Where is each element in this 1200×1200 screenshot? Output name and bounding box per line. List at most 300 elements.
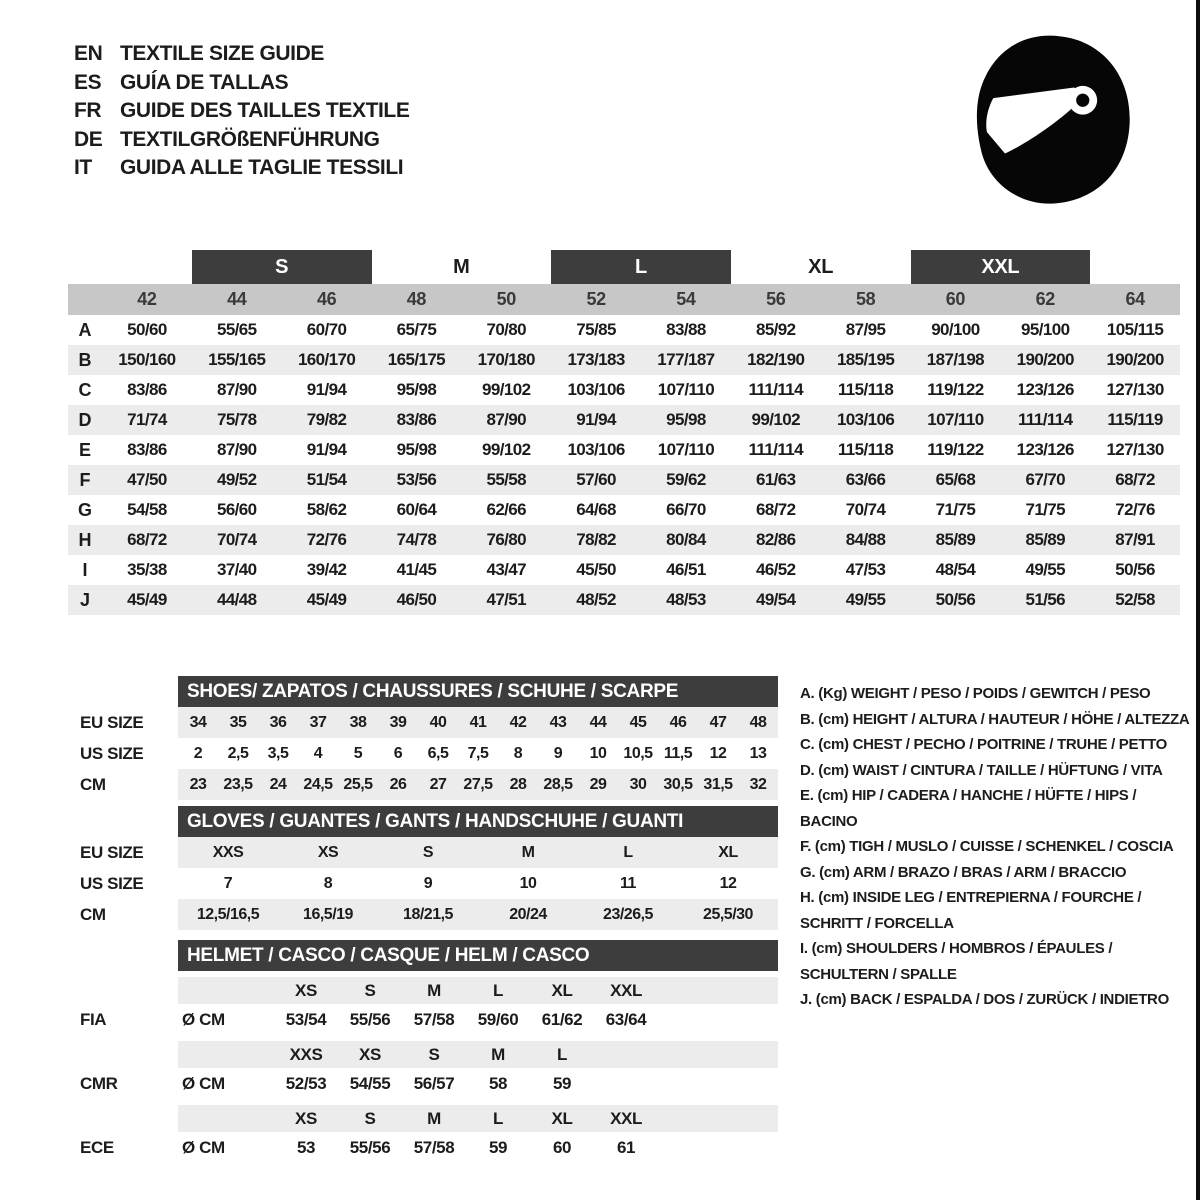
size-cell: 53/56 bbox=[396, 470, 437, 489]
measure-cell: 23/26,5 bbox=[603, 905, 653, 923]
measure-cell: 7,5 bbox=[467, 744, 489, 762]
size-cell: 85/89 bbox=[1025, 530, 1066, 549]
size-cell: 50/60 bbox=[127, 320, 167, 339]
size-cell: 35/38 bbox=[127, 560, 167, 579]
size-cell: 87/90 bbox=[216, 440, 257, 459]
size-cell: 67/70 bbox=[1025, 470, 1066, 489]
size-cell: 115/119 bbox=[1107, 410, 1163, 429]
measure-values-row bbox=[178, 899, 778, 930]
size-cell: 71/74 bbox=[127, 410, 167, 429]
size-cell: 68/72 bbox=[755, 500, 796, 519]
measure-cell: XL bbox=[718, 843, 738, 861]
size-cell: 87/95 bbox=[845, 320, 886, 339]
size-cell: 95/98 bbox=[666, 410, 706, 429]
size-cell: 83/86 bbox=[127, 440, 167, 459]
size-table-row bbox=[68, 405, 1180, 435]
size-column-header: 50 bbox=[496, 289, 516, 309]
section-helmet bbox=[80, 940, 778, 1163]
size-cell: 60/70 bbox=[306, 320, 347, 339]
row-label: F bbox=[79, 469, 91, 490]
measure-cell: M bbox=[521, 843, 535, 861]
measure-cell: 45 bbox=[629, 713, 647, 731]
size-cell: 72/76 bbox=[1115, 500, 1155, 519]
size-cell: 99/102 bbox=[751, 410, 800, 429]
helmet-value-cell: 57/58 bbox=[413, 1137, 455, 1157]
measure-cell: 38 bbox=[349, 713, 367, 731]
legend-item: A. (Kg) WEIGHT / PESO / POIDS / GEWITCH / PESO bbox=[800, 685, 1151, 702]
measure-cell: 6 bbox=[393, 744, 403, 762]
size-band-row bbox=[68, 250, 1180, 284]
size-cell: 123/126 bbox=[1016, 440, 1074, 459]
size-cell: 45/49 bbox=[127, 590, 167, 609]
language-title: GUÍA DE TALLAS bbox=[120, 70, 289, 94]
size-cell: 107/110 bbox=[657, 440, 715, 459]
measure-cell: XXS bbox=[212, 843, 244, 861]
size-cell: 105/115 bbox=[1106, 320, 1164, 339]
measure-cell: 30 bbox=[629, 775, 647, 793]
size-band-xl: XL bbox=[808, 255, 834, 278]
size-table-row bbox=[68, 495, 1180, 525]
measure-cell: 31,5 bbox=[703, 775, 733, 793]
size-table-body bbox=[68, 315, 1180, 615]
measure-row bbox=[80, 738, 778, 769]
row-gutter-label: FIA bbox=[80, 1009, 107, 1029]
size-cell: 49/52 bbox=[216, 470, 257, 489]
measure-cell: 42 bbox=[509, 713, 527, 731]
size-cell: 115/118 bbox=[837, 380, 894, 399]
helmet-size-label: XS bbox=[295, 1108, 317, 1128]
size-cell: 56/60 bbox=[216, 500, 257, 519]
size-cell: 68/72 bbox=[1115, 470, 1155, 489]
size-cell: 182/190 bbox=[747, 350, 805, 369]
size-cell: 127/130 bbox=[1106, 380, 1164, 399]
measure-values-row bbox=[178, 738, 778, 769]
size-column-header: 42 bbox=[137, 289, 157, 309]
row-gutter-label: US SIZE bbox=[80, 743, 144, 763]
size-cell: 75/85 bbox=[576, 320, 616, 339]
size-cell: 91/94 bbox=[576, 410, 616, 429]
size-cell: 95/98 bbox=[396, 380, 437, 399]
size-column-header: 54 bbox=[676, 289, 696, 309]
size-cell: 76/80 bbox=[486, 530, 527, 549]
size-cell: 103/106 bbox=[836, 410, 895, 429]
measure-cell: 39 bbox=[389, 713, 407, 731]
measure-cell: 37 bbox=[309, 713, 327, 731]
size-cell: 177/187 bbox=[657, 350, 715, 369]
helmet-size-label: L bbox=[557, 1044, 567, 1064]
language-row bbox=[74, 69, 409, 98]
size-cell: 91/94 bbox=[306, 440, 347, 459]
size-cell: 111/114 bbox=[748, 380, 803, 399]
measure-cell: 9 bbox=[423, 874, 433, 892]
measure-cell: XS bbox=[317, 843, 339, 861]
size-cell: 90/100 bbox=[931, 320, 980, 339]
measure-cell: 18/21,5 bbox=[403, 905, 453, 923]
size-cell: 190/200 bbox=[1016, 350, 1074, 369]
size-cell: 45/49 bbox=[306, 590, 347, 609]
helmet-value-cell: 60 bbox=[552, 1137, 572, 1157]
size-table-row bbox=[68, 345, 1180, 375]
gutter-spacer bbox=[80, 971, 178, 1004]
size-cell: 48/53 bbox=[666, 590, 706, 609]
size-column-header: 48 bbox=[406, 289, 427, 309]
size-cell: 107/110 bbox=[927, 410, 984, 429]
right-edge-border bbox=[1196, 0, 1200, 1200]
size-cell: 87/90 bbox=[216, 380, 257, 399]
size-cell: 82/86 bbox=[755, 530, 796, 549]
size-cell: 70/80 bbox=[486, 320, 527, 339]
size-cell: 83/88 bbox=[666, 320, 706, 339]
helmet-size-row bbox=[80, 971, 778, 1004]
size-column-header: 58 bbox=[855, 289, 876, 309]
size-cell: 52/58 bbox=[1115, 590, 1155, 609]
language-row bbox=[74, 97, 409, 126]
measure-values-row bbox=[178, 707, 778, 738]
size-cell: 74/78 bbox=[396, 530, 437, 549]
language-row bbox=[74, 126, 409, 155]
measure-cell: 13 bbox=[749, 744, 767, 762]
size-cell: 54/58 bbox=[127, 500, 167, 519]
helmet-size-label: M bbox=[491, 1044, 505, 1064]
measure-cell: 27,5 bbox=[463, 775, 493, 793]
measure-values-row bbox=[178, 868, 778, 899]
measure-cell: 12 bbox=[709, 744, 727, 762]
helmet-size-grid bbox=[178, 977, 778, 1004]
measure-cell: 11,5 bbox=[663, 744, 693, 762]
helmet-value-cell: 63/64 bbox=[605, 1009, 647, 1029]
legend-item: H. (cm) INSIDE LEG / ENTREPIERNA / FOURCHE / SCHRITT / FORCELLA bbox=[800, 889, 1142, 932]
legend-item: J. (cm) BACK / ESPALDA / DOS / ZURÜCK / INDIETRO bbox=[800, 991, 1169, 1008]
size-column-header: 46 bbox=[316, 289, 337, 309]
size-cell: 99/102 bbox=[482, 380, 531, 399]
gloves-title-bar: GLOVES / GUANTES / GANTS / HANDSCHUHE / GUANTI bbox=[178, 806, 778, 837]
helmet-size-label: L bbox=[493, 1108, 503, 1128]
size-cell: 70/74 bbox=[845, 500, 886, 519]
measure-cell: 32 bbox=[749, 775, 767, 793]
row-label: I bbox=[82, 559, 88, 580]
measure-cell: 5 bbox=[353, 744, 363, 762]
size-band-s: S bbox=[192, 250, 372, 284]
size-cell: 70/74 bbox=[216, 530, 257, 549]
measure-cell: 40 bbox=[429, 713, 447, 731]
measure-values-row bbox=[178, 837, 778, 868]
size-table-row bbox=[68, 465, 1180, 495]
measure-cell: 10 bbox=[589, 744, 607, 762]
size-column-header: 52 bbox=[586, 289, 606, 309]
size-cell: 48/52 bbox=[576, 590, 616, 609]
row-label: J bbox=[79, 589, 90, 610]
size-column-header: 64 bbox=[1125, 289, 1145, 309]
helmet-value-cell: 57/58 bbox=[413, 1009, 455, 1029]
helmet-value-cell: 59 bbox=[552, 1073, 572, 1093]
measure-cell: 11 bbox=[620, 874, 636, 892]
measure-cell: 26 bbox=[389, 775, 407, 793]
section-gloves bbox=[80, 806, 778, 930]
measure-cell: 2,5 bbox=[227, 744, 249, 762]
size-cell: 43/47 bbox=[486, 560, 527, 579]
measure-row bbox=[80, 837, 778, 868]
helmet-value-cell: 54/55 bbox=[349, 1073, 391, 1093]
measure-row bbox=[80, 769, 778, 800]
size-cell: 85/92 bbox=[755, 320, 796, 339]
language-code: ES bbox=[74, 70, 102, 94]
size-cell: 50/56 bbox=[935, 590, 976, 609]
size-cell: 185/195 bbox=[836, 350, 895, 369]
helmet-value-cell: 61/62 bbox=[541, 1009, 583, 1029]
measure-cell: 16,5/19 bbox=[303, 905, 353, 923]
helmet-size-label: XL bbox=[551, 980, 573, 1000]
size-cell: 51/56 bbox=[1025, 590, 1066, 609]
diameter-unit-label: Ø CM bbox=[182, 1009, 225, 1029]
language-title: TEXTILGRÖßENFÜHRUNG bbox=[120, 127, 380, 151]
size-table-row bbox=[68, 555, 1180, 585]
section-title-row bbox=[80, 676, 778, 707]
helmet-size-label: M bbox=[427, 1108, 441, 1128]
size-cell: 103/106 bbox=[567, 380, 625, 399]
helmet-size-label: XS bbox=[295, 980, 317, 1000]
measure-cell: 6,5 bbox=[427, 744, 449, 762]
helmet-title-bar: HELMET / CASCO / CASQUE / HELM / CASCO bbox=[178, 940, 778, 971]
size-cell: 170/180 bbox=[477, 350, 535, 369]
diameter-unit-label: Ø CM bbox=[182, 1137, 225, 1157]
size-cell: 65/68 bbox=[935, 470, 976, 489]
measure-cell: 23,5 bbox=[223, 775, 253, 793]
helmet-value-cell: 59/60 bbox=[477, 1009, 519, 1029]
row-gutter-label: CM bbox=[80, 904, 106, 924]
helmet-size-label: M bbox=[427, 980, 441, 1000]
size-cell: 44/48 bbox=[216, 590, 257, 609]
measure-row bbox=[80, 899, 778, 930]
helmet-size-label: S bbox=[428, 1044, 440, 1064]
size-cell: 103/106 bbox=[567, 440, 625, 459]
row-label: B bbox=[78, 349, 92, 370]
gutter-spacer bbox=[80, 806, 178, 837]
measure-cell: 29 bbox=[589, 775, 607, 793]
helmet-size-row bbox=[80, 1035, 778, 1068]
helmet-value-row bbox=[80, 1068, 778, 1099]
language-title: TEXTILE SIZE GUIDE bbox=[120, 42, 324, 65]
size-cell: 75/78 bbox=[216, 410, 257, 429]
section-shoes bbox=[80, 676, 778, 800]
measure-row bbox=[80, 707, 778, 738]
measure-cell: 35 bbox=[229, 713, 247, 731]
size-cell: 47/53 bbox=[845, 560, 886, 579]
measurement-legend bbox=[800, 681, 1192, 1013]
size-cell: 85/89 bbox=[935, 530, 976, 549]
helmet-value-row bbox=[80, 1004, 778, 1035]
size-cell: 127/130 bbox=[1106, 440, 1164, 459]
size-column-header-row bbox=[68, 284, 1180, 315]
language-list bbox=[74, 40, 409, 183]
legend-item: C. (cm) CHEST / PECHO / POITRINE / TRUHE / PETTO bbox=[800, 736, 1168, 753]
size-cell: 83/86 bbox=[127, 380, 167, 399]
language-row bbox=[74, 40, 409, 69]
main-size-table bbox=[68, 250, 1180, 615]
size-cell: 41/45 bbox=[396, 560, 437, 579]
size-table-row bbox=[68, 585, 1180, 615]
row-label: H bbox=[78, 529, 92, 550]
size-table-row bbox=[68, 315, 1180, 345]
diameter-unit-label: Ø CM bbox=[182, 1073, 225, 1093]
section-title-row bbox=[80, 940, 778, 971]
size-cell: 46/51 bbox=[666, 560, 706, 579]
section-title-row bbox=[80, 806, 778, 837]
gutter-spacer bbox=[80, 940, 178, 971]
size-column-header: 60 bbox=[945, 289, 966, 309]
measure-cell: 46 bbox=[669, 713, 687, 731]
helmet-size-label: S bbox=[364, 980, 376, 1000]
helmet-value-cell: 59 bbox=[488, 1137, 508, 1157]
size-cell: 37/40 bbox=[216, 560, 257, 579]
measure-cell: L bbox=[623, 843, 633, 861]
gutter-spacer bbox=[80, 1035, 178, 1068]
measure-cell: 24,5 bbox=[303, 775, 333, 793]
size-cell: 39/42 bbox=[306, 560, 347, 579]
size-cell: 107/110 bbox=[657, 380, 715, 399]
size-band-l: L bbox=[551, 250, 731, 284]
row-gutter-label: CM bbox=[80, 774, 106, 794]
size-cell: 49/55 bbox=[845, 590, 886, 609]
size-cell: 47/50 bbox=[127, 470, 167, 489]
measure-cell: 10,5 bbox=[623, 744, 653, 762]
helmet-value-cell: 55/56 bbox=[349, 1137, 391, 1157]
measure-cell: 48 bbox=[749, 713, 767, 731]
size-cell: 68/72 bbox=[127, 530, 167, 549]
size-cell: 78/82 bbox=[576, 530, 616, 549]
size-cell: 80/84 bbox=[666, 530, 706, 549]
measure-cell: S bbox=[422, 843, 434, 861]
legend-item: D. (cm) WAIST / CINTURA / TAILLE / HÜFTUNG / VITA bbox=[800, 761, 1163, 779]
measure-values-row bbox=[178, 769, 778, 800]
size-cell: 71/75 bbox=[1025, 500, 1066, 519]
size-cell: 50/56 bbox=[1115, 560, 1155, 579]
size-cell: 187/198 bbox=[926, 350, 985, 369]
size-cell: 165/175 bbox=[387, 350, 446, 369]
size-cell: 99/102 bbox=[482, 440, 531, 459]
size-cell: 87/91 bbox=[1115, 530, 1155, 549]
helmet-value-cell: 53 bbox=[296, 1137, 316, 1157]
language-code: IT bbox=[74, 156, 92, 179]
gutter-spacer bbox=[80, 1099, 178, 1132]
helmet-value-cell: 56/57 bbox=[413, 1073, 455, 1093]
helmet-value-cell: 52/53 bbox=[285, 1073, 327, 1093]
measure-cell: 44 bbox=[589, 713, 607, 731]
row-gutter-label: ECE bbox=[80, 1137, 114, 1157]
helmet-value-row bbox=[80, 1132, 778, 1163]
helmet-size-grid bbox=[178, 1105, 778, 1132]
helmet-value-grid bbox=[178, 1068, 778, 1099]
measure-cell: 8 bbox=[323, 874, 333, 892]
size-band-xxl: XXL bbox=[911, 250, 1091, 284]
measure-cell: 47 bbox=[709, 713, 727, 731]
size-cell: 91/94 bbox=[306, 380, 347, 399]
measure-cell: 2 bbox=[193, 744, 203, 762]
size-cell: 111/114 bbox=[1018, 410, 1073, 429]
size-cell: 51/54 bbox=[306, 470, 347, 489]
helmet-size-label: XXS bbox=[289, 1044, 323, 1064]
gutter-spacer bbox=[80, 676, 178, 707]
measure-cell: 24 bbox=[269, 775, 287, 793]
size-cell: 47/51 bbox=[486, 590, 527, 609]
legend-item: E. (cm) HIP / CADERA / HANCHE / HÜFTE / HIPS / BACINO bbox=[800, 787, 1137, 830]
size-cell: 46/50 bbox=[396, 590, 437, 609]
legend-item: F. (cm) TIGH / MUSLO / CUISSE / SCHENKEL / COSCIA bbox=[800, 838, 1174, 855]
size-cell: 45/50 bbox=[576, 560, 616, 579]
size-cell: 61/63 bbox=[755, 470, 796, 489]
size-cell: 62/66 bbox=[486, 500, 527, 519]
language-row bbox=[74, 154, 409, 183]
header-spacer bbox=[68, 284, 102, 315]
helmet-value-grid bbox=[178, 1004, 778, 1035]
helmet-size-grid bbox=[178, 1041, 778, 1068]
size-cell: 155/165 bbox=[208, 350, 266, 369]
size-column-header: 62 bbox=[1035, 289, 1055, 309]
language-code: FR bbox=[74, 99, 102, 122]
size-cell: 119/122 bbox=[927, 380, 984, 399]
shoes-title-bar: SHOES/ ZAPATOS / CHAUSSURES / SCHUHE / SCARPE bbox=[178, 676, 778, 707]
legend-item: I. (cm) SHOULDERS / HOMBROS / ÉPAULES / SCHULTERN / SPALLE bbox=[800, 940, 1113, 983]
size-cell: 79/82 bbox=[306, 410, 347, 429]
size-table-row bbox=[68, 525, 1180, 555]
measure-cell: 9 bbox=[553, 744, 563, 762]
size-column-header: 56 bbox=[766, 289, 786, 309]
measure-cell: 12 bbox=[719, 874, 737, 892]
size-cell: 72/76 bbox=[306, 530, 347, 549]
measure-cell: 28,5 bbox=[543, 775, 573, 793]
helmet-size-row bbox=[80, 1099, 778, 1132]
measure-cell: 25,5 bbox=[343, 775, 373, 793]
size-cell: 48/54 bbox=[935, 560, 976, 579]
language-code: EN bbox=[74, 42, 103, 65]
measure-cell: 34 bbox=[189, 713, 207, 731]
measure-cell: 25,5/30 bbox=[703, 905, 753, 923]
measure-cell: 36 bbox=[269, 713, 287, 731]
measure-cell: 20/24 bbox=[509, 905, 547, 923]
size-cell: 119/122 bbox=[927, 440, 984, 459]
size-table-row bbox=[68, 435, 1180, 465]
measure-cell: 8 bbox=[513, 744, 523, 762]
helmet-size-label: XS bbox=[359, 1044, 381, 1064]
size-cell: 190/200 bbox=[1106, 350, 1164, 369]
measure-row bbox=[80, 868, 778, 899]
row-gutter-label: CMR bbox=[80, 1073, 118, 1093]
measure-cell: 10 bbox=[519, 874, 537, 892]
measure-cell: 43 bbox=[549, 713, 567, 731]
size-table-row bbox=[68, 375, 1180, 405]
size-column-header: 44 bbox=[227, 289, 247, 309]
row-gutter-label: EU SIZE bbox=[80, 712, 144, 732]
helmet-size-label: XXL bbox=[610, 980, 642, 1000]
size-cell: 59/62 bbox=[666, 470, 706, 489]
row-gutter-label: US SIZE bbox=[80, 873, 144, 893]
helmet-size-label: S bbox=[364, 1108, 376, 1128]
row-label: C bbox=[78, 379, 92, 400]
size-cell: 84/88 bbox=[845, 530, 886, 549]
helmet-size-label: L bbox=[493, 980, 503, 1000]
size-cell: 64/68 bbox=[576, 500, 616, 519]
measure-cell: 3,5 bbox=[267, 744, 289, 762]
language-title: GUIDA ALLE TAGLIE TESSILI bbox=[120, 156, 404, 179]
measure-cell: 23 bbox=[189, 775, 207, 793]
size-cell: 58/62 bbox=[306, 500, 347, 519]
size-cell: 95/98 bbox=[396, 440, 437, 459]
helmet-size-label: XL bbox=[551, 1108, 573, 1128]
size-cell: 60/64 bbox=[396, 500, 437, 519]
measure-cell: 12,5/16,5 bbox=[196, 905, 260, 923]
size-cell: 65/75 bbox=[396, 320, 437, 339]
row-label: G bbox=[77, 499, 92, 520]
size-cell: 111/114 bbox=[748, 440, 803, 459]
